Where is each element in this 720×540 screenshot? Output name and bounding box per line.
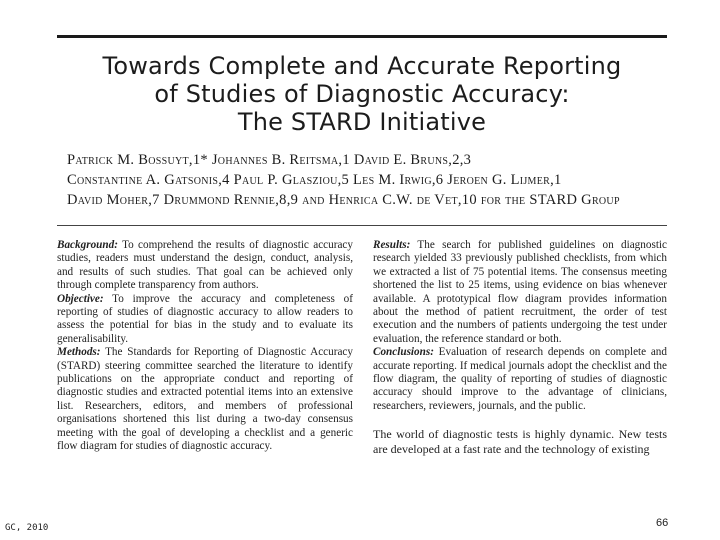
section-rule <box>57 225 667 226</box>
abstract-background <box>57 239 353 293</box>
abstract-left-column <box>57 239 353 454</box>
abstract-results <box>373 239 667 346</box>
abstract-text: Evaluation of research depends on complete and accurate reporting. If medical journals adopt the checklist and the flow diagram, the quality of reporting of studies of diagnostic accuracy should improve to the advantage of clinicians, researchers, reviewers, journals, and the public. <box>373 346 667 412</box>
abstract-text: To improve the accuracy and completeness of reporting of studies of diagnostic accuracy to allow readers to assess the potential for bias in the study and to evaluate its generalisability. <box>57 292 353 345</box>
page-number: 66 <box>656 517 669 529</box>
author-list <box>67 150 667 210</box>
abstract-conclusions <box>373 346 667 413</box>
title-line: of Studies of Diagnostic Accuracy: <box>154 80 570 108</box>
body-intro: The world of diagnostic tests is highly dynamic. New tests are developed at a fast rate and the technology of existing <box>373 427 667 456</box>
abstract-right-column <box>373 239 667 456</box>
footer-credit: GC, 2010 <box>5 523 49 533</box>
top-rule <box>57 35 667 38</box>
abstract-text: The Standards for Reporting of Diagnostic Accuracy (STARD) steering committee searched the literature to identify publications on the appropriate conduct and reporting of diagnostic studies and extracted potential items into an extensive list. Researchers, editors, and members of professional organisations shortened this list during a two-day consensus meeting with the goal of developing a checklist and a generic flow diagram for studies of diagnostic accuracy. <box>57 346 353 453</box>
author-line: David Moher,7 Drummond Rennie,8,9 and Henrica C.W. de Vet,10 for the STARD Group <box>67 192 620 208</box>
abstract-label: Methods: <box>57 346 101 359</box>
abstract-label: Objective: <box>57 292 104 305</box>
author-line: Constantine A. Gatsonis,4 Paul P. Glasziou,5 Les M. Irwig,6 Jeroen G. Lijmer,1 <box>67 172 562 188</box>
paper-title <box>57 52 667 136</box>
author-line: Patrick M. Bossuyt,1* Johannes B. Reitsma,1 David E. Bruns,2,3 <box>67 152 472 168</box>
title-line: The STARD Initiative <box>237 108 487 136</box>
abstract-objective <box>57 293 353 347</box>
abstract-label: Background: <box>57 239 118 251</box>
title-line: Towards Complete and Accurate Reporting <box>102 52 622 80</box>
abstract-label: Conclusions: <box>373 346 434 359</box>
abstract-text: The search for published guidelines on diagnostic research yielded 33 previously published checklists, from which we extracted a list of 75 potential items. The consensus meeting shortened the list to 25 items, using evidence on bias whenever available. A prototypical flow diagram provides information about the method of patient recruitment, the order of test execution and the numbers of patients undergoing the test under evaluation, the reference standard or both. <box>373 239 667 345</box>
abstract-label: Results: <box>373 239 411 251</box>
abstract-methods <box>57 346 353 453</box>
abstract-text: To comprehend the results of diagnostic accuracy studies, readers must understand the design, conduct, analysis, and results of such studies. That goal can be achieved only through complete transparency from authors. <box>57 239 353 292</box>
